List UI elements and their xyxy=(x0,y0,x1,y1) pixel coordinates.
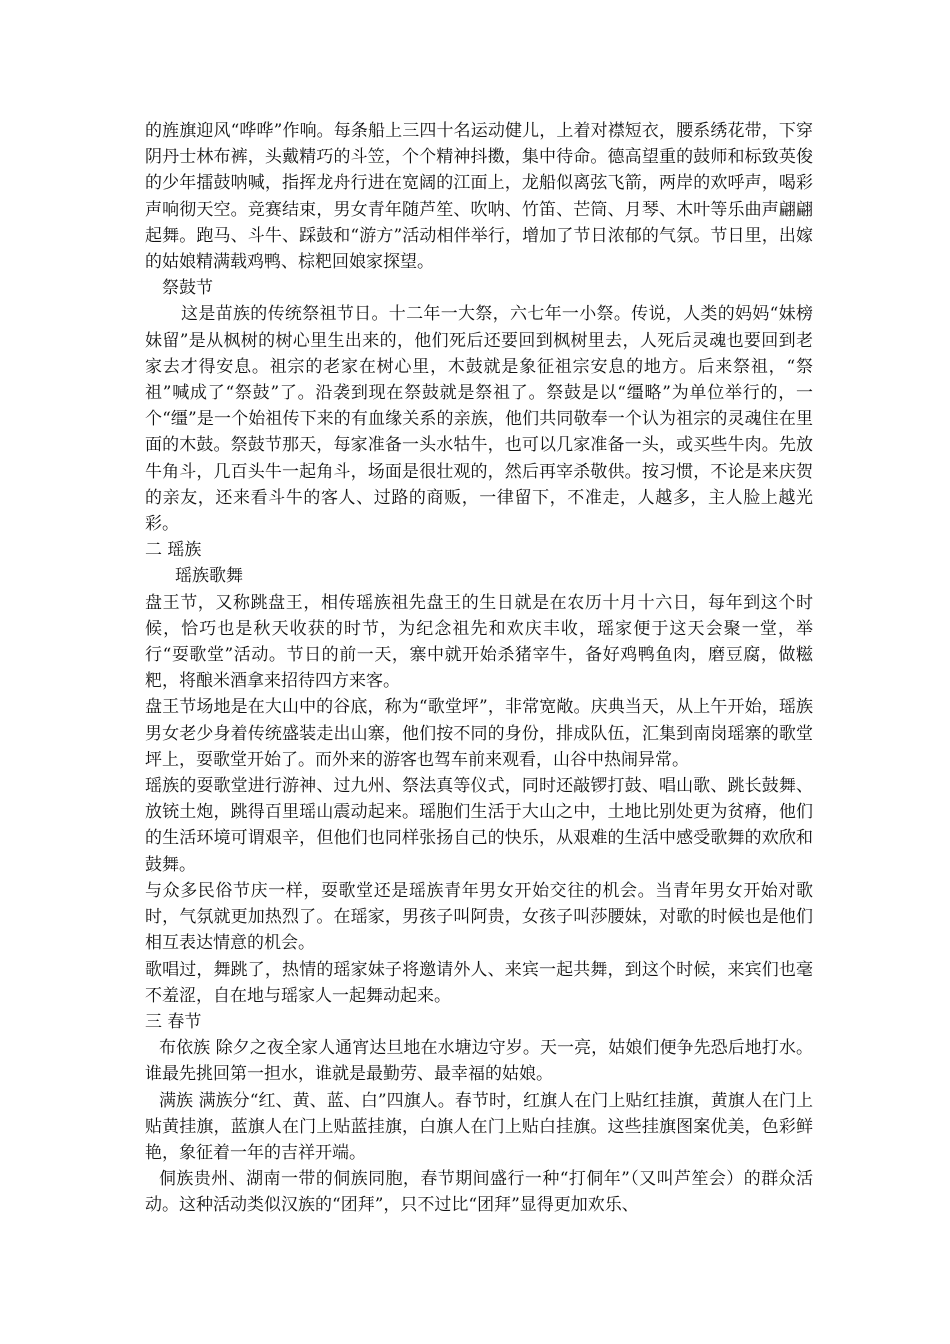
document-page xyxy=(145,118,813,1219)
paragraph-yao-3: 瑶族的耍歌堂进行游神、过九州、祭法真等仪式，同时还敲锣打鼓、唱山歌、跳长鼓舞、放铳土炮，跳得百里瑶山震动起来。瑶胞们生活于大山之中，土地比别处更为贫瘠，他们的生活环境可谓艰辛，但他们也同样张扬自己的快乐，从艰难的生活中感受歌舞的欢欣和鼓舞。 xyxy=(145,776,813,875)
heading-spring-festival: 三 春节 xyxy=(145,1011,202,1032)
paragraph-yao-5: 歌唱过，舞跳了，热情的瑶家妹子将邀请外人、来宾一起共舞，到这个时候，来宾们也毫不羞涩，自在地与瑶家人一起舞动起来。 xyxy=(145,959,813,1006)
paragraph-yao-1: 盘王节，又称跳盘王，相传瑶族祖先盘王的生日就是在农历十月十六日，每年到这个时候，恰巧也是秋天收获的时节，为纪念祖先和欢庆丰收，瑶家便于这天会聚一堂，举行“耍歌堂”活动。节日的前一天，寨中就开始杀猪宰牛，备好鸡鸭鱼肉，磨豆腐，做糍粑，将酿米酒拿来招待四方来客。 xyxy=(145,592,813,692)
heading-jigu-festival: 祭鼓节 xyxy=(162,278,213,299)
paragraph-dong: 侗族贵州、湖南一带的侗族同胞，春节期间盛行一种“打侗年”（又叫芦笙会）的群众活动。这种活动类似汉族的“团拜”，只不过比“团拜”显得更加欢乐、 xyxy=(145,1169,813,1216)
heading-yao-dance: 瑶族歌舞 xyxy=(175,566,243,587)
heading-yao-section: 二 瑶族 xyxy=(145,540,202,561)
paragraph-buyi: 布依族 除夕之夜全家人通宵达旦地在水塘边守岁。天一亮，姑娘们便争先恐后地打水。谁最先挑回第一担水，谁就是最勤劳、最幸福的姑娘。 xyxy=(145,1038,813,1085)
paragraph-manzu: 满族 满族分“红、黄、蓝、白”四旗人。春节时，红旗人在门上贴红挂旗，黄旗人在门上贴黄挂旗，蓝旗人在门上贴蓝挂旗，白旗人在门上贴白挂旗。这些挂旗图案优美，色彩鲜艳，象征着一年的吉祥开端。 xyxy=(145,1090,813,1163)
paragraph-jigu: 这是苗族的传统祭祖节日。十二年一大祭，六七年一小祭。传说，人类的妈妈“妹榜妹留”是从枫树的树心里生出来的，他们死后还要回到枫树里去，人死后灵魂也要回到老家去才得安息。祖宗的老家在树心里，木鼓就是象征祖宗安息的地方。后来祭祖，“祭祖”喊成了“祭鼓”了。沿袭到现在祭鼓就是祭祖了。祭鼓是以“缰略”为单位举行的，一个“缰”是一个始祖传下来的有血缘关系的亲族，他们共同敬奉一个认为祖宗的灵魂住在里面的木鼓。祭鼓节那天，每家准备一头水牯牛，也可以几家准备一头，或买些牛肉。先放牛角斗，几百头牛一起角斗，场面是很壮观的，然后再宰杀敬供。按习惯，不论是来庆贺的亲友，还来看斗牛的客人、过路的商贩，一律留下，不准走，人越多，主人脸上越光彩。 xyxy=(145,304,813,535)
paragraph-yao-2: 盘王节场地是在大山中的谷底，称为“歌堂坪”，非常宽敞。庆典当天，从上午开始，瑶族男女老少身着传统盛装走出山寨，他们按不同的身份，排成队伍，汇集到南岗瑶寨的歌堂坪上，耍歌堂开始了。而外来的游客也驾车前来观看，山谷中热闹异常。 xyxy=(145,697,813,770)
paragraph-intro: 的旌旗迎风“哗哗”作响。每条船上三四十名运动健儿，上着对襟短衣，腰系绣花带，下穿阴丹士林布裤，头戴精巧的斗笠，个个精神抖擞，集中待命。德高望重的鼓师和标致英俊的少年擂鼓呐喊，指挥龙舟行进在宽阔的江面上，龙船似离弦飞箭，两岸的欢呼声，喝彩声响彻天空。竞赛结束，男女青年随芦笙、吹呐、竹笛、芒筒、月琴、木叶等乐曲声翩翩起舞。跑马、斗牛、踩鼓和“游方”活动相伴举行，增加了节日浓郁的气氛。节日里，出嫁的姑娘精满载鸡鸭、棕粑回娘家探望。 xyxy=(145,121,813,273)
paragraph-yao-4: 与众多民俗节庆一样，耍歌堂还是瑶族青年男女开始交往的机会。当青年男女开始对歌时，气氛就更加热烈了。在瑶家，男孩子叫阿贵，女孩子叫莎腰妹，对歌的时候也是他们相互表达情意的机会。 xyxy=(145,880,813,954)
